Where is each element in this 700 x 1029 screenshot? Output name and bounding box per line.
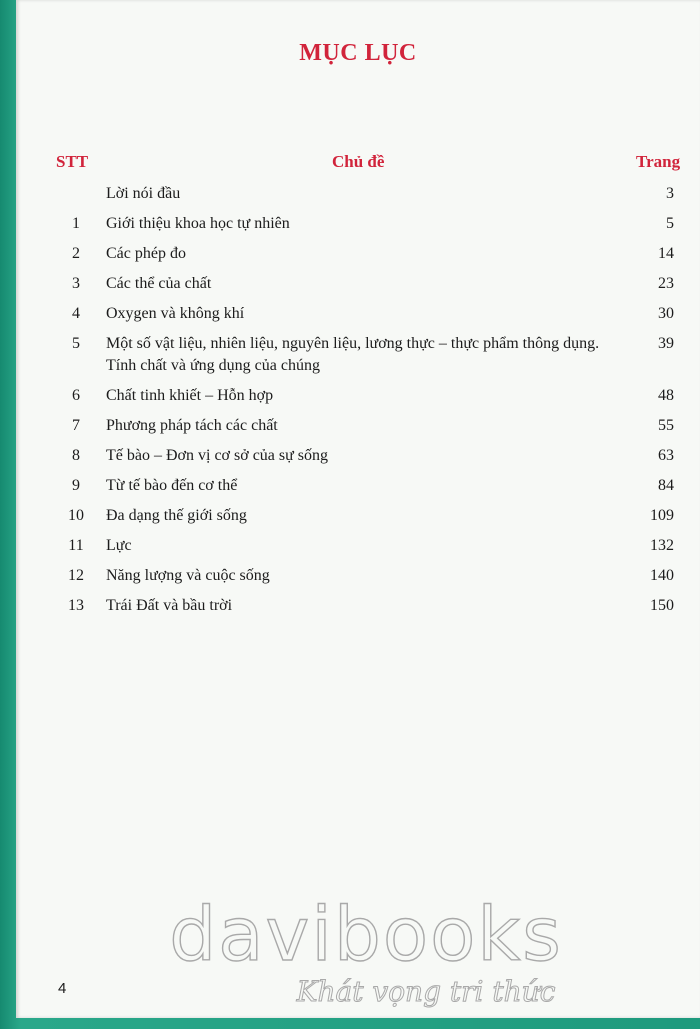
toc-page: 48	[658, 387, 674, 404]
toc-page: 84	[658, 477, 674, 494]
toc-number: 11	[68, 537, 84, 554]
toc-page: 150	[650, 597, 674, 614]
toc-page: 14	[658, 245, 674, 262]
toc-page: 132	[650, 537, 674, 554]
toc-title: Chất tinh khiết – Hỗn hợp	[106, 387, 274, 404]
watermark-slogan: Khát vọng tri thức	[296, 975, 556, 1008]
watermark-logo: davibooks	[169, 892, 563, 978]
toc-title: Giới thiệu khoa học tự nhiên	[106, 215, 290, 232]
toc-number: 13	[68, 597, 84, 614]
toc-page: 109	[650, 507, 674, 524]
toc-page: 55	[658, 417, 674, 434]
toc-title: Một số vật liệu, nhiên liệu, nguyên liệu, lương thực – thực phẩm thông dụng. Tính chất và ứng dụng của chúng	[106, 335, 600, 374]
header-topic: Chủ đề	[332, 152, 385, 171]
toc-title: Lực	[106, 537, 132, 554]
toc-page: 140	[650, 567, 674, 584]
toc-row	[16, 300, 700, 330]
toc-title: Lời nói đầu	[106, 185, 181, 202]
header-stt: STT	[56, 152, 89, 171]
toc-page: 3	[666, 185, 674, 202]
watermark	[146, 892, 586, 1009]
toc-title: Oxygen và không khí	[106, 305, 245, 322]
toc-title: Các phép đo	[106, 245, 186, 262]
toc-number: 2	[72, 245, 80, 262]
page-title: MỤC LỤC	[299, 40, 417, 66]
toc-page: 5	[666, 215, 674, 232]
toc-row	[16, 502, 700, 532]
toc-row	[16, 472, 700, 502]
toc-title: Trái Đất và bầu trời	[106, 597, 233, 614]
toc-number: 5	[72, 335, 80, 352]
toc-number: 12	[68, 567, 84, 584]
toc-row	[16, 330, 700, 382]
toc-page: 39	[658, 335, 674, 352]
toc-page: 30	[658, 305, 674, 322]
toc-title: Từ tế bào đến cơ thể	[106, 477, 238, 494]
toc-row	[16, 442, 700, 472]
book-page	[16, 0, 700, 1018]
table-header	[16, 152, 700, 176]
toc-number: 3	[72, 275, 80, 292]
toc-row	[16, 382, 700, 412]
toc-title: Các thể của chất	[106, 275, 212, 292]
toc-row	[16, 412, 700, 442]
toc-number: 7	[72, 417, 80, 434]
toc-page: 63	[658, 447, 674, 464]
toc-row	[16, 532, 700, 562]
toc-number: 9	[72, 477, 80, 494]
toc-row	[16, 562, 700, 592]
toc-page: 23	[658, 275, 674, 292]
toc-title: Đa dạng thế giới sống	[106, 507, 247, 524]
page-number: 4	[58, 980, 67, 997]
toc-title: Phương pháp tách các chất	[106, 417, 278, 434]
toc-row	[16, 180, 700, 210]
toc-row	[16, 592, 700, 622]
toc-title: Tế bào – Đơn vị cơ sở của sự sống	[106, 447, 329, 464]
toc-row	[16, 210, 700, 240]
toc-table	[16, 180, 700, 622]
toc-row	[16, 270, 700, 300]
toc-title: Năng lượng và cuộc sống	[106, 567, 270, 584]
toc-number: 4	[72, 305, 80, 322]
toc-number: 1	[72, 215, 80, 232]
toc-row	[16, 240, 700, 270]
toc-number: 6	[72, 387, 80, 404]
header-page: Trang	[636, 152, 681, 171]
toc-number: 8	[72, 447, 80, 464]
toc-number: 10	[68, 507, 84, 524]
